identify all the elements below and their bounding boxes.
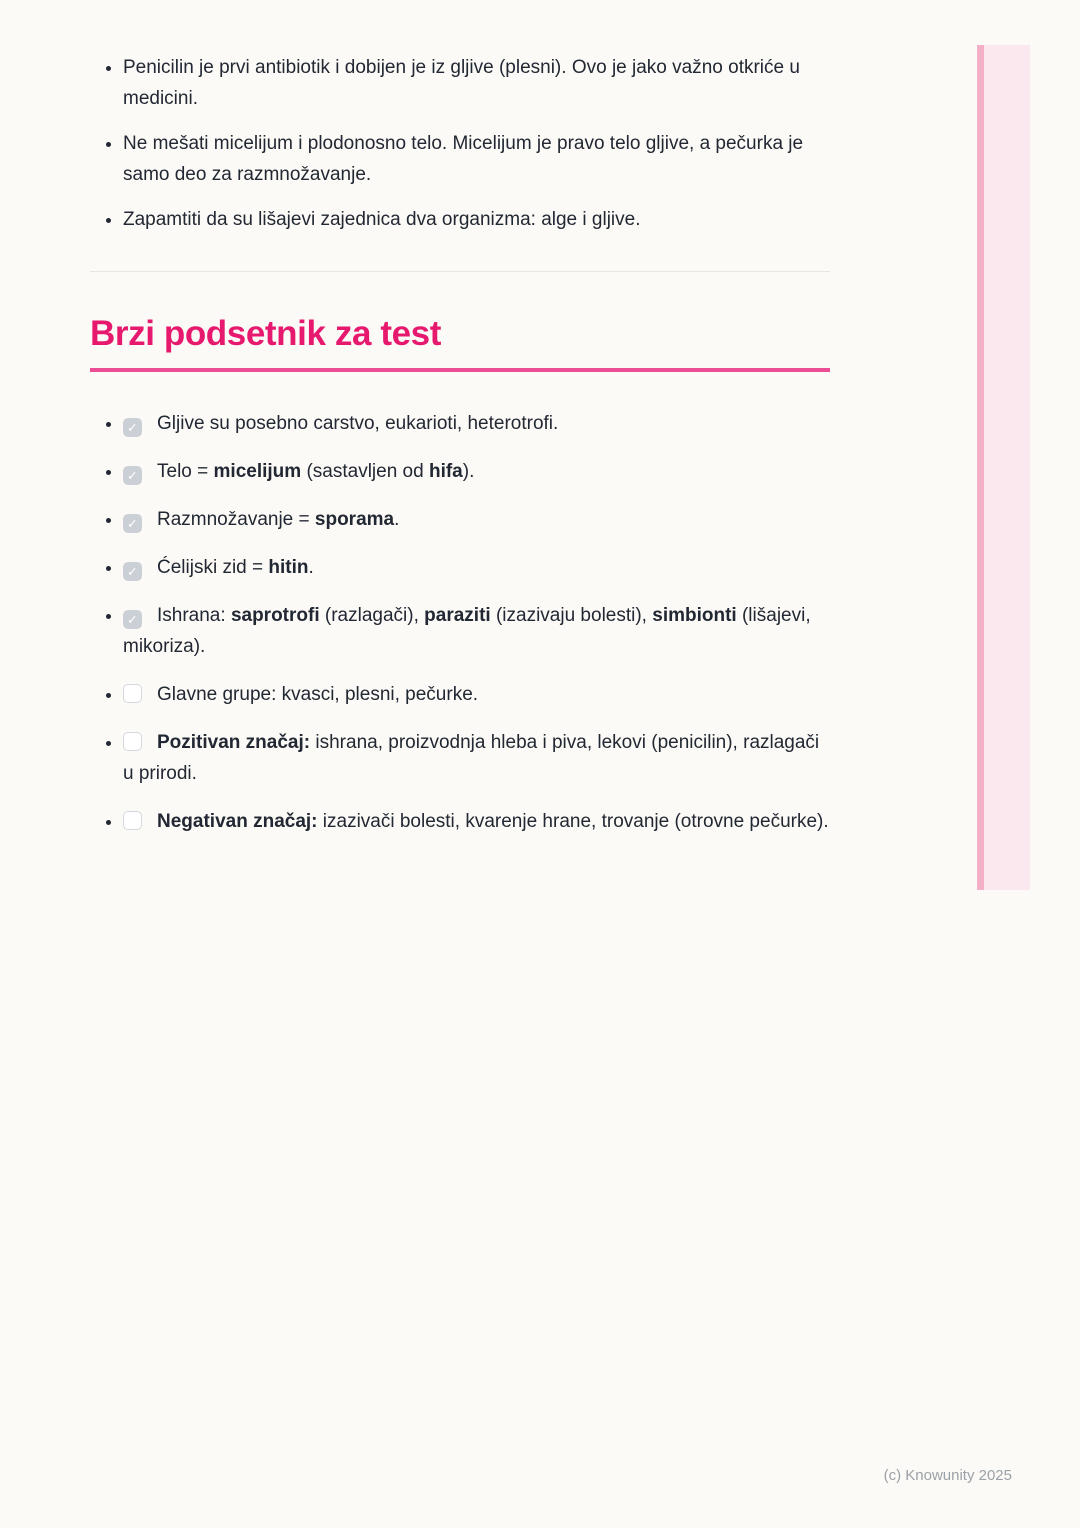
checklist-text: sporama: [314, 509, 395, 531]
note-item: • Zapamtiti da su lišajevi zajednica dva organizma: alge i gljive.: [123, 204, 830, 235]
note-item: • Ne mešati micelijum i plodonosno telo. Micelijum je pravo telo gljive, a pečurka je samo deo za razmnožavanje.: [123, 128, 830, 190]
checkbox-unchecked-icon[interactable]: [123, 684, 142, 703]
checkbox-checked-icon[interactable]: ✓: [123, 562, 142, 581]
checkbox-unchecked-icon[interactable]: [123, 732, 142, 751]
side-accent-stripe: [977, 45, 984, 890]
checklist-text: ishrana, proizvodnja hleba i piva, lekovi (penicilin), razlagači u prirodi.: [123, 732, 820, 785]
section-divider: [90, 271, 830, 272]
checklist-text: (izazivaju bolesti),: [490, 605, 653, 627]
checkbox-checked-icon[interactable]: ✓: [123, 610, 142, 629]
footer-credit: (c) Knowunity 2025: [883, 1467, 1012, 1484]
checklist-text: Pozitivan značaj:: [157, 732, 311, 754]
checklist-text: ).: [462, 461, 475, 483]
note-item: • Penicilin je prvi antibiotik i dobijen je iz gljive (plesni). Ovo je jako važno otkriće u medicini.: [123, 52, 830, 114]
checklist-item: [123, 806, 830, 837]
checklist-text: hifa: [428, 461, 463, 483]
checklist-item: [123, 727, 830, 789]
checkbox-unchecked-icon[interactable]: [123, 811, 142, 830]
checklist-text: izazivači bolesti, kvarenje hrane, trovanje (otrovne pečurke).: [317, 811, 829, 833]
side-accent-panel: [984, 45, 1030, 890]
checklist-text: paraziti: [424, 605, 491, 627]
checklist-text: Telo =: [157, 461, 214, 483]
checklist-text: saprotrofi: [230, 605, 320, 627]
checkbox-checked-icon[interactable]: ✓: [123, 418, 142, 437]
checklist-text: Ćelijski zid =: [157, 557, 269, 579]
checklist: [90, 408, 830, 837]
checklist-item: [123, 679, 830, 710]
checklist-item: [123, 408, 830, 439]
content-column: [90, 52, 830, 854]
section-title: Brzi podsetnik za test: [90, 314, 830, 372]
notes-list: [90, 52, 830, 235]
checklist-item: [123, 552, 830, 583]
checklist-item: [123, 504, 830, 535]
checklist-text: .: [394, 509, 400, 531]
checklist-item: [123, 600, 830, 662]
checklist-text: Negativan značaj:: [157, 811, 318, 833]
checklist-text: Glavne grupe: kvasci, plesni, pečurke.: [157, 684, 479, 706]
checklist-text: (sastavljen od: [301, 461, 429, 483]
checklist-text: Razmnožavanje =: [157, 509, 315, 531]
checklist-text: micelijum: [213, 461, 302, 483]
checklist-text: Ishrana:: [157, 605, 231, 627]
checkbox-checked-icon[interactable]: ✓: [123, 514, 142, 533]
checklist-text: (razlagači),: [319, 605, 425, 627]
checkbox-checked-icon[interactable]: ✓: [123, 466, 142, 485]
checklist-text: .: [308, 557, 314, 579]
checklist-text: simbionti: [652, 605, 737, 627]
checklist-text: hitin: [268, 557, 309, 579]
checklist-text: Gljive su posebno carstvo, eukarioti, heterotrofi.: [157, 413, 559, 435]
checklist-text: (lišajevi, mikoriza).: [123, 605, 811, 658]
checklist-item: [123, 456, 830, 487]
